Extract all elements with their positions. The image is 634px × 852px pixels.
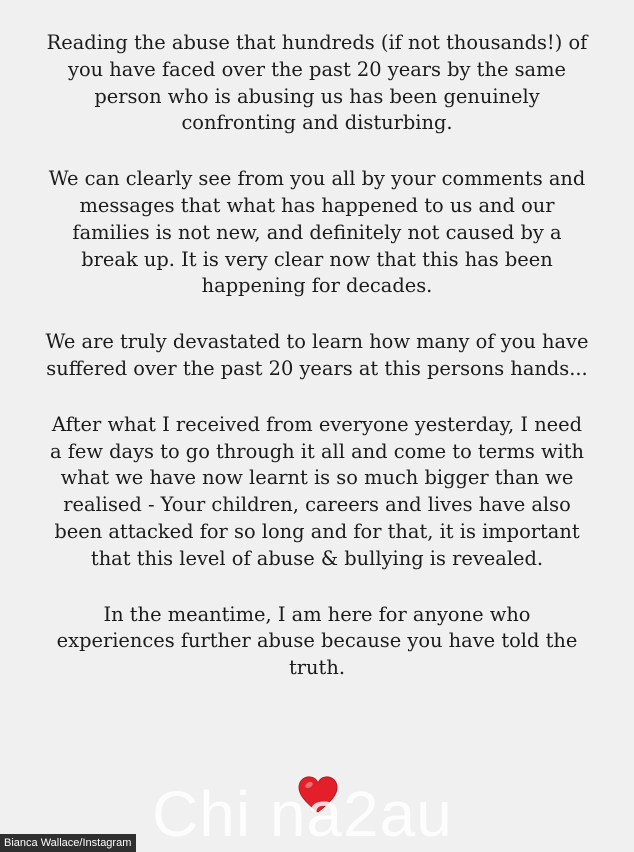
- text-line: a few days to go through it all and come to terms with: [49, 439, 585, 463]
- text-line: suffered over the past 20 years at this persons hands...: [46, 356, 588, 380]
- paragraph-1: [20, 30, 614, 137]
- text-line: realised - Your children, careers and lives have also: [63, 493, 571, 517]
- text-line: truth.: [289, 656, 345, 680]
- text-line: After what I received from everyone yesterday, I need: [51, 412, 583, 436]
- text-line: families is not new, and definitely not caused by a: [72, 220, 562, 244]
- text-line: In the meantime, I am here for anyone who: [103, 602, 531, 626]
- text-line: We are truly devastated to learn how many of you have: [45, 330, 589, 354]
- text-line: confronting and disturbing.: [181, 111, 453, 135]
- paragraph-2: [20, 166, 614, 300]
- text-line: you have faced over the past 20 years by the same: [68, 57, 566, 81]
- text-line: what we have now learnt is so much bigger than we: [60, 466, 574, 490]
- paragraph-3: [20, 329, 614, 383]
- paragraph-4: [20, 412, 614, 573]
- text-line: messages that what has happened to us and our: [79, 193, 555, 217]
- text-line: experiences further abuse because you have told the: [56, 629, 578, 653]
- text-line: Reading the abuse that hundreds (if not thousands!) of: [46, 31, 588, 54]
- watermark-text: Chi na2au: [152, 778, 453, 850]
- text-line: We can clearly see from you all by your comments and: [48, 167, 586, 191]
- text-line: happening for decades.: [201, 274, 433, 298]
- text-line: been attacked for so long and for that, it is important: [54, 519, 580, 543]
- text-line: that this level of abuse & bullying is revealed.: [90, 546, 544, 570]
- paragraph-5: [20, 602, 614, 682]
- photo-credit: Bianca Wallace/Instagram: [0, 834, 136, 852]
- story-text: [20, 30, 614, 711]
- text-line: person who is abusing us has been genuinely: [94, 84, 540, 108]
- text-line: break up. It is very clear now that this has been: [81, 247, 553, 271]
